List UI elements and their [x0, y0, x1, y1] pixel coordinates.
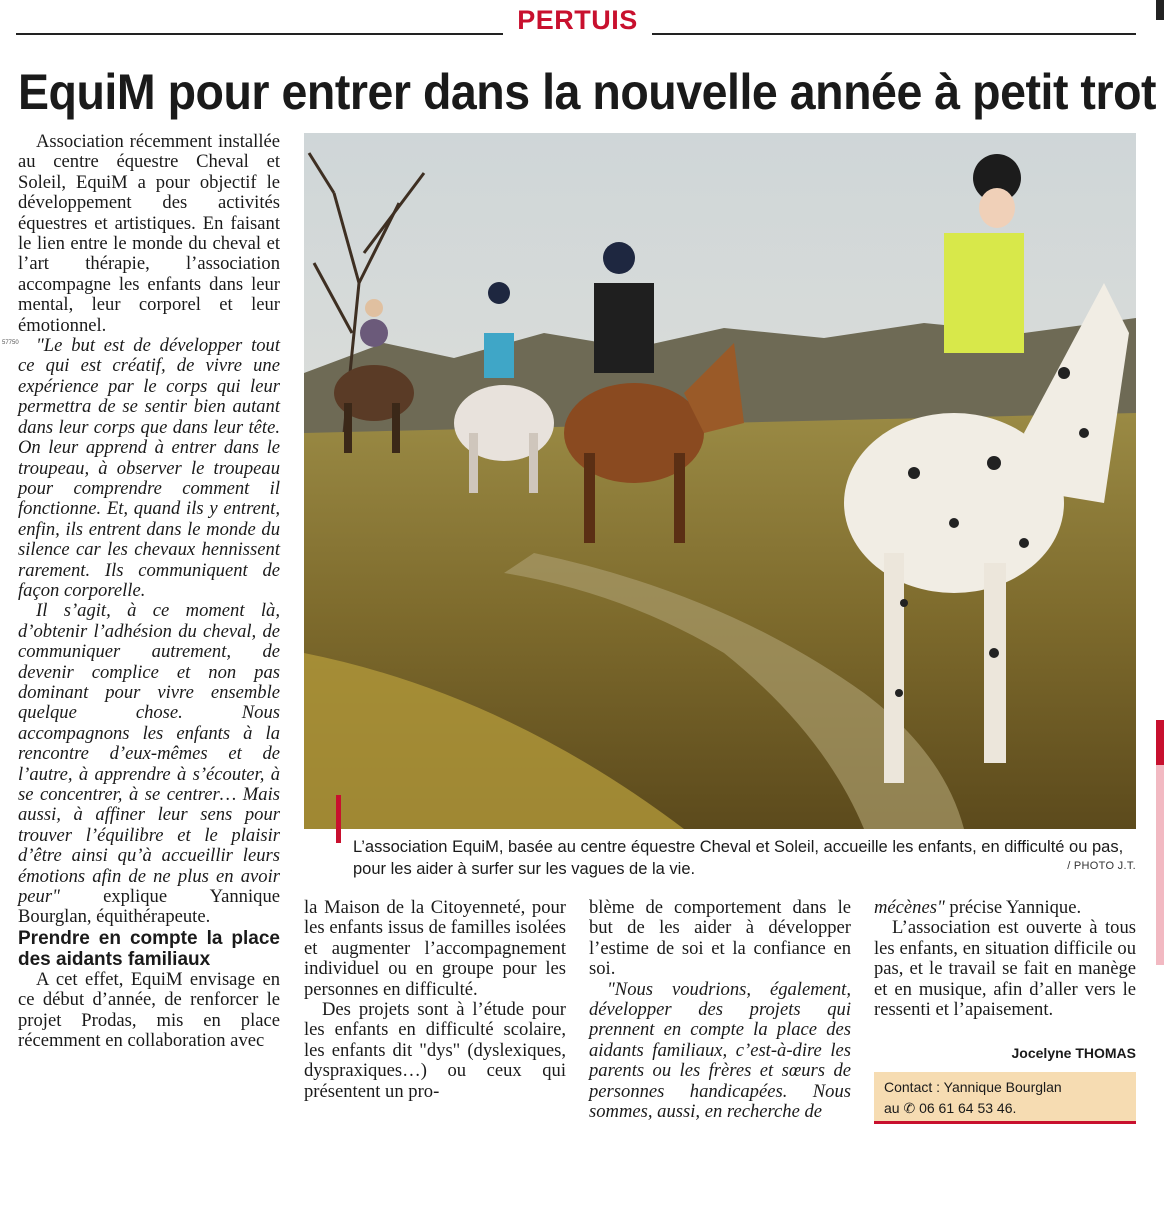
edge-mark-red: [1156, 720, 1164, 765]
article-photo: [304, 133, 1136, 829]
margin-code: 57750: [2, 340, 19, 346]
column-2: [304, 898, 566, 1102]
col1-paragraph-3: Il s’agit, à ce moment là, d’obtenir l’adhésion du cheval, de communiquer autrement, de devenir complice et non pas dominant pour vivre ensemble quelque chose. Nous accompagnons les enfants à la rencontre d’eux-mêmes et de l’autre, à apprendre à s’écouter, à se concentrer, à se centrer… Mais aussi, à affiner leur sens pour trouver l’équilibre et le plaisir d’être ainsi qu’à accueillir leurs émotions afin de ne plus en avoir peur" explique Yannique Bourglan, équithérapeute.: [18, 600, 280, 928]
column-4: [874, 898, 1136, 1020]
column-1: [18, 132, 280, 1051]
col1-paragraph-1: Association récemment installée au centre équestre Cheval et Soleil, EquiM a pour objectif le développement des activités équestres et artistiques. En faisant le lien entre le monde du cheval et l’art thérapie, l’association accompagne les enfants dans leur mental, leur corporel et leur émotionnel.: [18, 131, 280, 336]
photo-credit: / PHOTO J.T.: [1067, 860, 1136, 872]
column-3: [589, 898, 851, 1122]
photo-caption: L’association EquiM, basée au centre équestre Cheval et Soleil, accueille les enfants, en difficulté ou pas, pour les aider à surfer sur les vagues de la vie.: [353, 838, 1124, 878]
col4-paragraph-2: L’association est ouverte à tous les enfants, en situation difficile ou pas, et le travail se fait en manège et en musique, afin d’aller vers le ressenti et l’apaisement.: [874, 917, 1136, 1021]
horse-riders-illustration: [304, 133, 1136, 829]
article-headline: EquiM pour entrer dans la nouvelle année à petit trot: [18, 64, 1157, 120]
contact-name: Contact : Yannique Bourglan: [884, 1079, 1062, 1095]
col1-paragraph-2: "Le but est de développer tout ce qui est créatif, de vivre une expérience par le corps qui leur permettra de se sentir bien autant dans leur corps que dans leur tête. On leur apprend à entrer dans le troupeau, à observer le troupeau pour comprendre comment il fonctionne. Et, quand ils y entrent, enfin, ils entrent dans le monde du silence car les chevaux hennissent rarement. Ils communiquent de façon corporelle.: [18, 335, 280, 601]
rubric-rule-right: [652, 33, 1136, 35]
subheading: Prendre en compte la place des aidants familiaux: [18, 927, 280, 970]
col1-paragraph-4: A cet effet, EquiM envisage en ce début d’année, de renforcer le projet Prodas, mis en place récemment en collaboration avec: [18, 968, 280, 1052]
col2-paragraph-2: Des projets sont à l’étude pour les enfants en difficulté scolaire, les enfants dit "dys" (dyslexiques, dyspraxiques…) ou ceux qui présentent un pro-: [304, 999, 566, 1102]
caption-accent-bar: [336, 795, 341, 843]
contact-box: [874, 1072, 1136, 1124]
col4-paragraph-1: mécènes" précise Yannique.: [874, 897, 1082, 918]
col2-paragraph-1: la Maison de la Citoyenneté, pour les enfants issus de familles isolées et augmenter l’accompagnement individuel ou en groupe pour les personnes en difficulté.: [304, 897, 566, 1000]
edge-mark-pink: [1156, 765, 1164, 965]
contact-phone: au ✆ 06 61 64 53 46.: [884, 1100, 1017, 1116]
col3-paragraph-2: "Nous voudrions, également, développer des projets qui prennent en compte la place des aidants familiaux, c’est-à-dire les parents ou les frères et sœurs de personnes handicapées. Nous sommes, aussi, en recherche de: [589, 978, 851, 1123]
col3-paragraph-1: blème de comportement dans le but de les aider à développer l’estime de soi et la confiance en soi.: [589, 897, 851, 980]
author-signature: Jocelyne THOMAS: [1011, 1045, 1136, 1061]
edge-mark-top: [1156, 0, 1164, 20]
section-rubric: PERTUIS: [517, 5, 638, 35]
rubric-rule-left: [16, 33, 503, 35]
